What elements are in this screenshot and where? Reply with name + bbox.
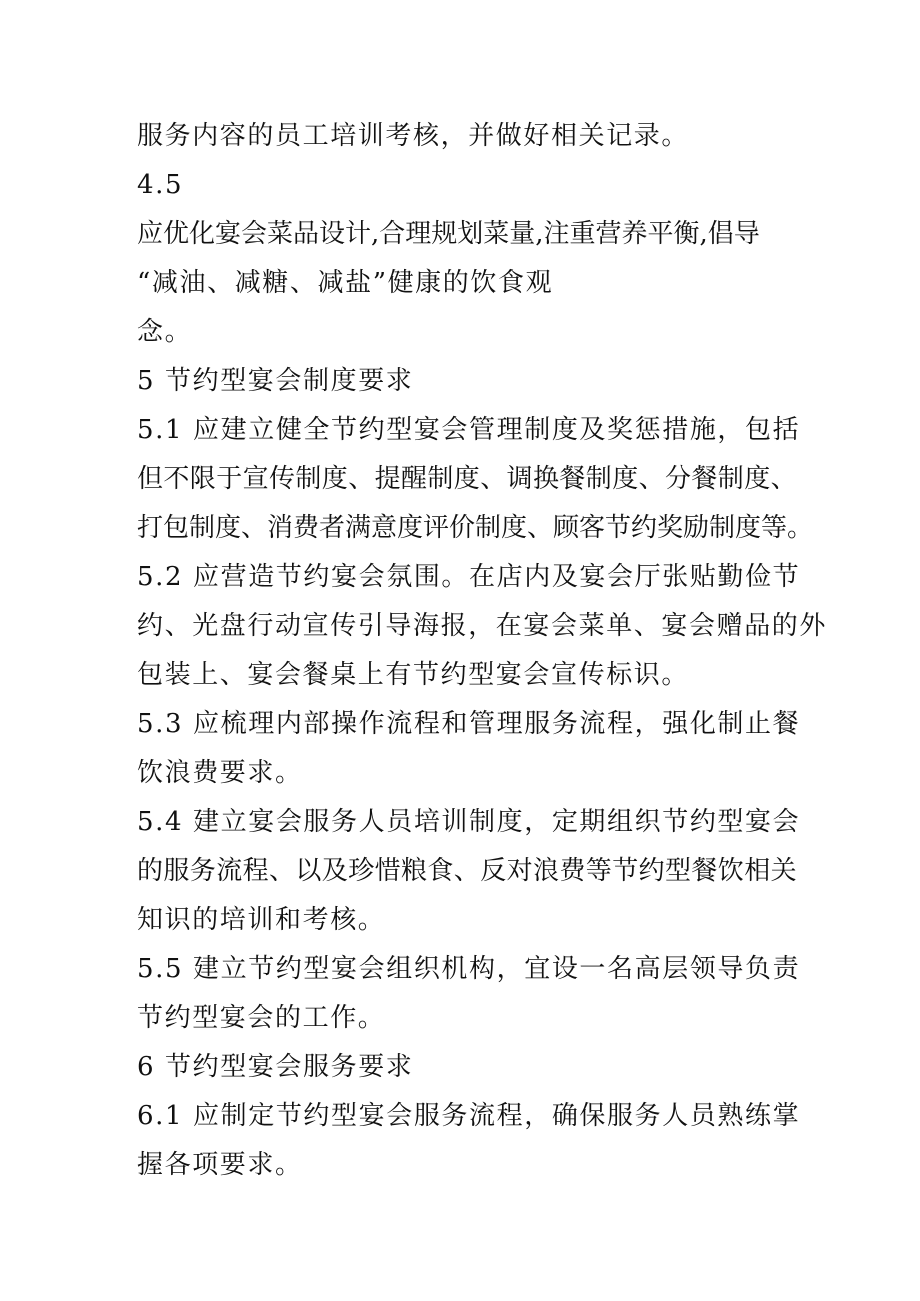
text-line-18: 5.5 建立节约型宴会组织机构，宜设一名高层领导负责 [137,954,801,984]
document-body [137,112,837,1190]
section-heading-5: 5 节约型宴会制度要求 [137,366,414,396]
section-number-4-5: 4.5 [137,170,184,200]
text-line-22: 握各项要求。 [137,1150,303,1180]
text-line-4: “减油、减糖、减盐”健康的饮食观 [137,268,554,298]
text-line-8: 但不限于宣传制度、提醒制度、调换餐制度、分餐制度、 [137,464,798,494]
text-line-16: 的服务流程、以及珍惜粮食、反对浪费等节约型餐饮相关 [137,856,798,886]
text-line-12: 包装上、宴会餐桌上有节约型宴会宣传标识。 [137,660,690,690]
text-line-9: 打包制度、消费者满意度评价制度、顾客节约奖励制度等。 [137,513,814,543]
text-line-21: 6.1 应制定节约型宴会服务流程，确保服务人员熟练掌 [137,1101,801,1131]
text-line-19: 节约型宴会的工作。 [137,1003,386,1033]
text-line-5: 念。 [137,317,193,347]
text-line-3: 应优化宴会菜品设计,合理规划菜量,注重营养平衡,倡导 [137,219,760,249]
text-line-17: 知识的培训和考核。 [137,905,386,935]
text-line-13: 5.3 应梳理内部操作流程和管理服务流程，强化制止餐 [137,709,801,739]
text-line-15: 5.4 建立宴会服务人员培训制度，定期组织节约型宴会 [137,807,801,837]
text-line-10: 5.2 应营造节约宴会氛围。在店内及宴会厅张贴勤俭节 [137,562,801,592]
text-line-11: 约、光盘行动宣传引导海报，在宴会菜单、宴会赠品的外 [137,611,828,641]
text-line-1: 服务内容的员工培训考核，并做好相关记录。 [137,121,690,151]
text-line-14: 饮浪费要求。 [137,758,303,788]
text-line-7: 5.1 应建立健全节约型宴会管理制度及奖惩措施，包括 [137,415,801,445]
section-heading-6: 6 节约型宴会服务要求 [137,1052,414,1082]
